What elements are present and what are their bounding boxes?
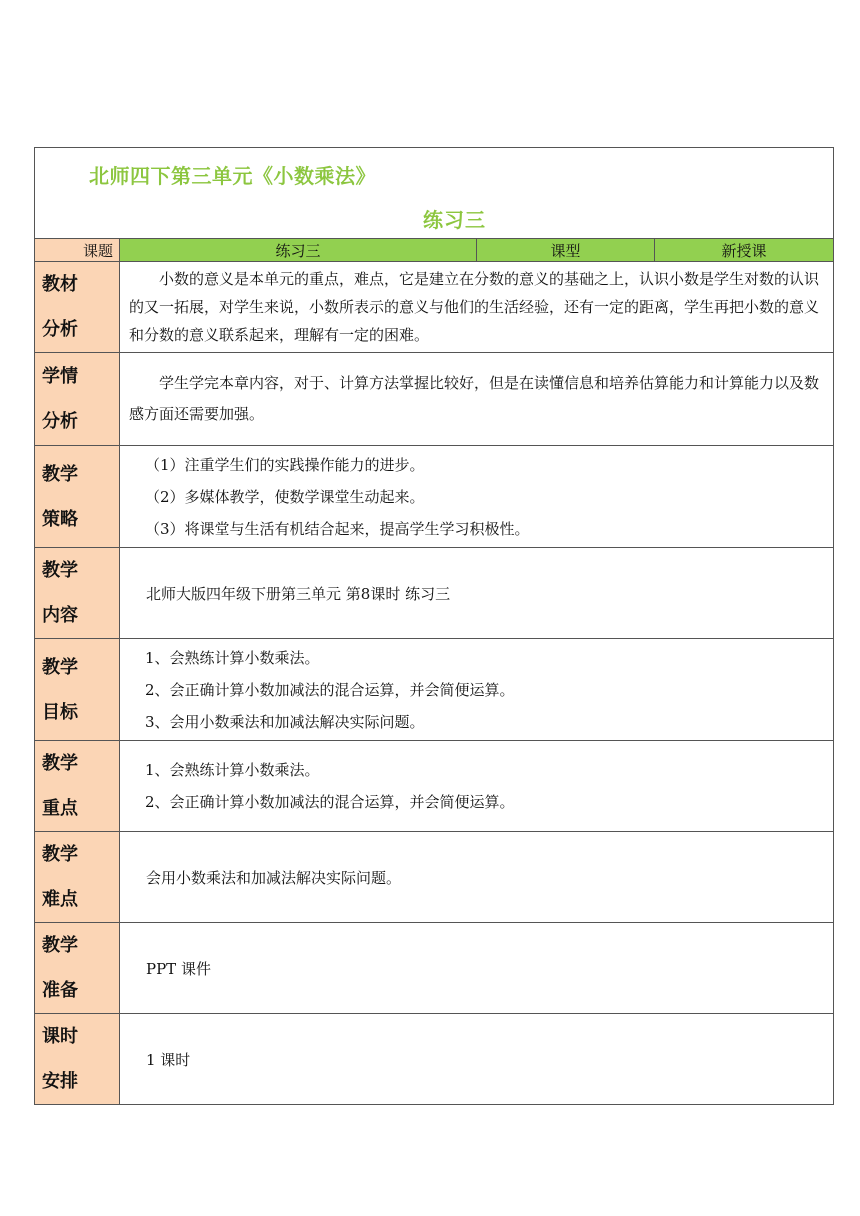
row-textbook-analysis [35, 262, 834, 353]
list-item: （2）多媒体教学，使数学课堂生动起来。 [145, 487, 425, 506]
list-item: （3）将课堂与生活有机结合起来，提高学生学习积极性。 [145, 519, 530, 538]
row-label: 学情 分析 [35, 353, 120, 446]
row-label: 课时 安排 [35, 1014, 120, 1105]
lesson-plan-table [34, 147, 834, 1105]
row-content [120, 639, 834, 741]
row-content [120, 353, 834, 446]
row-content: PPT 课件 [120, 923, 834, 1014]
list-item: 3、会用小数乘法和加减法解决实际问题。 [145, 712, 425, 731]
topic-label: 课题 [35, 239, 120, 262]
list-item: 1、会熟练计算小数乘法。 [145, 648, 320, 667]
row-label: 教学 内容 [35, 548, 120, 639]
type-label: 课型 [477, 239, 655, 262]
row-content: 北师大版四年级下册第三单元 第8课时 练习三 [120, 548, 834, 639]
row-teaching-difficulty [35, 832, 834, 923]
row-content [120, 741, 834, 832]
row-teaching-content [35, 548, 834, 639]
list-item: 1、会熟练计算小数乘法。 [145, 761, 320, 779]
list-item: 2、会正确计算小数加减法的混合运算，并会简便运算。 [145, 793, 515, 811]
title-row [35, 148, 834, 239]
row-label: 教材 分析 [35, 262, 120, 353]
row-teaching-goals [35, 639, 834, 741]
row-teaching-focus [35, 741, 834, 832]
row-label: 教学 目标 [35, 639, 120, 741]
type-value: 新授课 [655, 239, 834, 262]
list-item: 2、会正确计算小数加减法的混合运算，并会简便运算。 [145, 680, 515, 699]
header-row [35, 239, 834, 262]
paragraph: 学生学完本章内容，对于、计算方法掌握比较好，但是在读懂信息和培养估算能力和计算能力以及数感方面还需要加强。 [129, 374, 820, 423]
list-item: （1）注重学生们的实践操作能力的进步。 [145, 455, 425, 474]
row-class-schedule [35, 1014, 834, 1105]
row-label: 教学 准备 [35, 923, 120, 1014]
row-teaching-strategy [35, 446, 834, 548]
document-title: 北师四下第三单元《小数乘法》 [89, 164, 376, 188]
row-student-analysis [35, 353, 834, 446]
row-teaching-preparation [35, 923, 834, 1014]
row-content [120, 446, 834, 548]
title-cell [35, 148, 834, 239]
row-content [120, 262, 834, 353]
row-content: 1 课时 [120, 1014, 834, 1105]
row-content: 会用小数乘法和加减法解决实际问题。 [120, 832, 834, 923]
lesson-plan-sheet [34, 147, 833, 1105]
row-label: 教学 重点 [35, 741, 120, 832]
row-label: 教学 难点 [35, 832, 120, 923]
document-subtitle: 练习三 [423, 208, 486, 232]
row-label: 教学 策略 [35, 446, 120, 548]
topic-value: 练习三 [120, 239, 477, 262]
paragraph: 小数的意义是本单元的重点，难点，它是建立在分数的意义的基础之上，认识小数是学生对数的认识的又一拓展，对学生来说，小数所表示的意义与他们的生活经验，还有一定的距离，学生再把小数的意义和分数的意义联系起来，理解有一定的困难。 [129, 270, 820, 344]
